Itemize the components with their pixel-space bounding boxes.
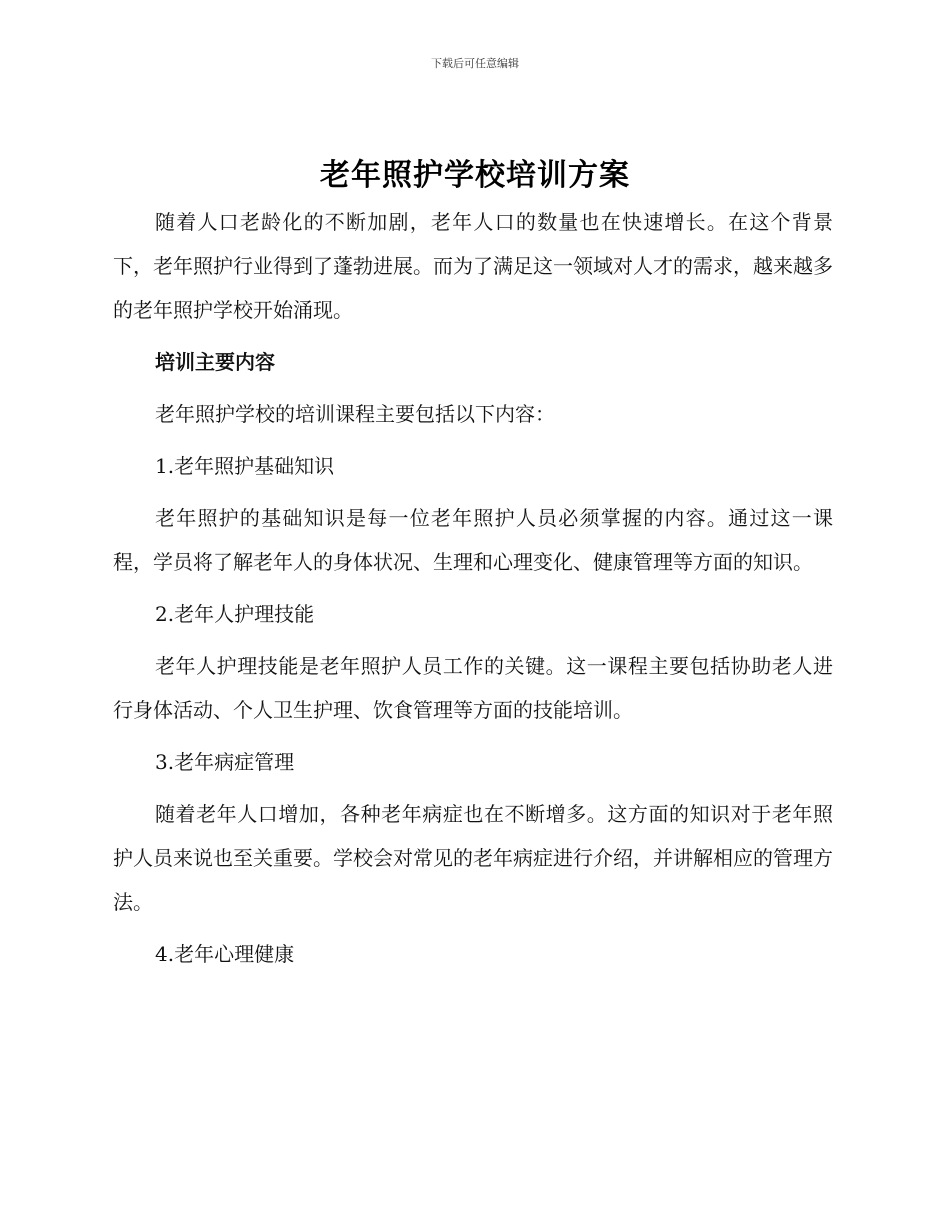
item3-title: 3.老年病症管理 [155, 750, 295, 774]
header-note: 下载后可任意编辑 [431, 57, 519, 70]
section-heading: 培训主要内容 [155, 350, 275, 374]
item1-body: 老年照护的基础知识是每一位老年照护人员必须掌握的内容。通过这一课程，学员将了解老年人的身体状况、生理和心理变化、健康管理等方面的知识。 [113, 506, 833, 574]
item4-title: 4.老年心理健康 [155, 942, 295, 966]
item1-title: 1.老年照护基础知识 [155, 454, 335, 478]
intro-paragraph: 随着人口老龄化的不断加剧，老年人口的数量也在快速增长。在这个背景下，老年照护行业得到了蓬勃进展。而为了满足这一领域对人才的需求，越来越多的老年照护学校开始涌现。 [113, 210, 833, 322]
item3-body: 随着老年人口增加，各种老年病症也在不断增多。这方面的知识对于老年照护人员来说也至关重要。学校会对常见的老年病症进行介绍，并讲解相应的管理方法。 [113, 802, 833, 914]
lead-paragraph: 老年照护学校的培训课程主要包括以下内容： [155, 402, 555, 426]
item2-body: 老年人护理技能是老年照护人员工作的关键。这一课程主要包括协助老人进行身体活动、个人卫生护理、饮食管理等方面的技能培训。 [113, 654, 833, 722]
document-body [113, 200, 833, 976]
item2-title: 2.老年人护理技能 [155, 602, 315, 626]
document-title: 老年照护学校培训方案 [320, 158, 630, 193]
